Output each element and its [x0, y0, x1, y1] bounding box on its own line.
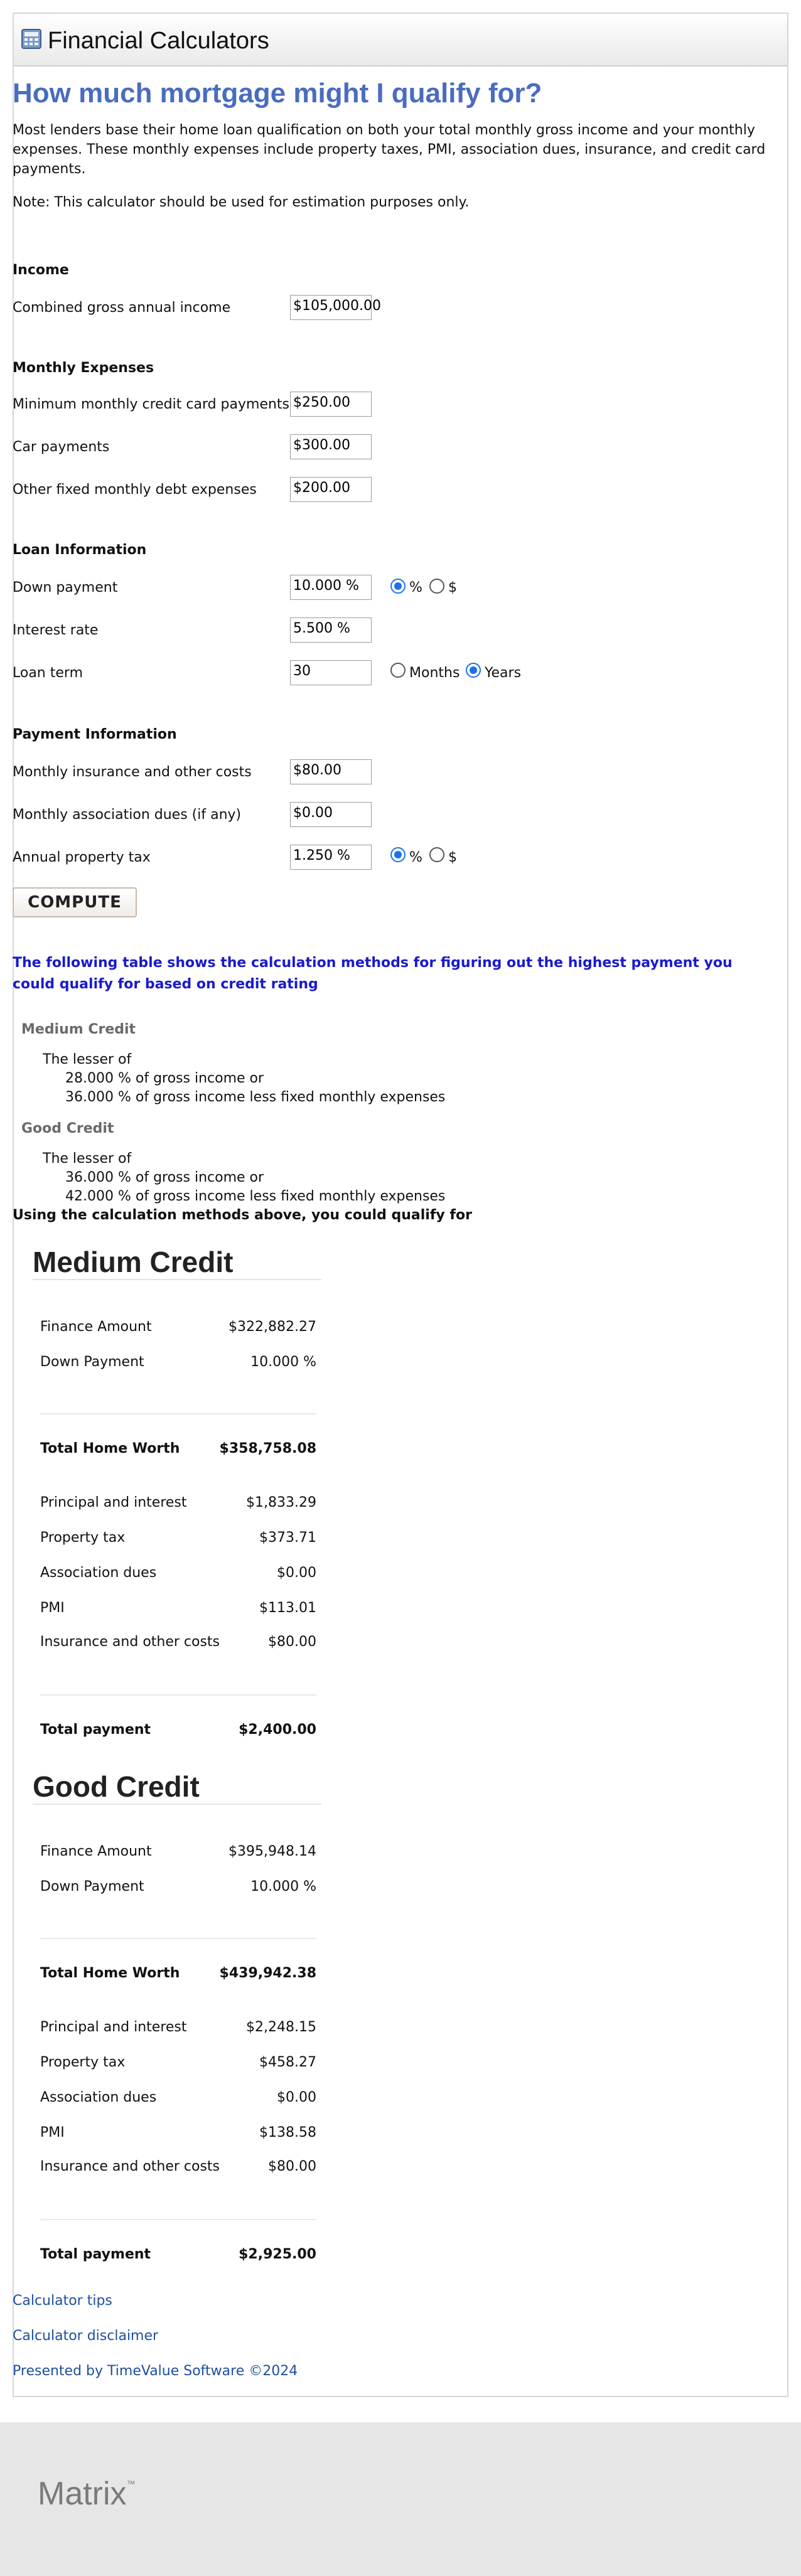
medium-pmi-label: PMI [40, 1600, 65, 1616]
qualify-line: Using the calculation methods above, you could qualify for [13, 1207, 472, 1223]
property-tax-dollar-label: $ [448, 850, 457, 865]
loan-term-months-label: Months [409, 665, 460, 681]
interest-rate-label: Interest rate [13, 623, 99, 638]
other-debt-label: Other fixed monthly debt expenses [13, 482, 257, 498]
down-payment-percent-radio[interactable] [390, 579, 406, 594]
medium-credit-title: Medium Credit [33, 1246, 234, 1278]
down-payment-dollar-radio[interactable] [429, 579, 444, 594]
method-medium-lesser: The lesser of [43, 1052, 132, 1067]
medium-finance-value: $322,882.27 [228, 1319, 316, 1335]
insurance-label: Monthly insurance and other costs [13, 764, 252, 780]
good-finance-value: $395,948.14 [228, 1844, 316, 1859]
good-pi-label: Principal and interest [40, 2019, 187, 2035]
method-medium-title: Medium Credit [21, 1022, 136, 1037]
method-good-lesser: The lesser of [43, 1151, 132, 1167]
property-tax-dollar-radio[interactable] [429, 847, 444, 862]
method-medium-line-2: 36.000 % of gross income less fixed monthly expenses [65, 1089, 446, 1105]
good-total-value: $2,925.00 [239, 2247, 316, 2262]
good-worth-value: $439,942.38 [219, 1965, 316, 1981]
medium-down-value: 10.000 % [250, 1354, 316, 1370]
good-pmi-label: PMI [40, 2125, 65, 2140]
good-tax-label: Property tax [40, 2055, 126, 2070]
good-assoc-label: Association dues [40, 2090, 157, 2105]
title-bar [14, 14, 787, 67]
good-pi-value: $2,248.15 [246, 2019, 316, 2035]
good-divider-1 [40, 1938, 316, 1939]
good-down-value: 10.000 % [250, 1879, 316, 1895]
expenses-section-title: Monthly Expenses [13, 360, 154, 376]
presented-by-link[interactable]: Presented by TimeValue Software ©2024 [13, 2363, 298, 2379]
interest-rate-input[interactable]: 5.500 % [290, 617, 372, 643]
good-insurance-value: $80.00 [268, 2159, 316, 2174]
good-worth-label: Total Home Worth [40, 1965, 180, 1981]
down-payment-input[interactable]: 10.000 % [290, 575, 372, 600]
down-payment-percent-label: % [409, 580, 422, 596]
method-good-line-1: 36.000 % of gross income or [65, 1170, 264, 1185]
medium-insurance-value: $80.00 [268, 1634, 316, 1650]
gross-income-input[interactable]: $105,000.00 [290, 295, 372, 320]
car-payments-input[interactable]: $300.00 [290, 434, 372, 459]
good-divider-2 [40, 2219, 316, 2220]
calculator-tips-link[interactable]: Calculator tips [13, 2293, 112, 2309]
payment-section-title: Payment Information [13, 727, 177, 742]
credit-card-label: Minimum monthly credit card payments [13, 397, 290, 412]
medium-pi-value: $1,833.29 [246, 1495, 316, 1510]
good-finance-label: Finance Amount [40, 1844, 152, 1859]
page-title: How much mortgage might I qualify for? [13, 78, 542, 109]
medium-down-label: Down Payment [40, 1354, 144, 1370]
association-dues-label: Monthly association dues (if any) [13, 807, 242, 823]
medium-pmi-value: $113.01 [259, 1600, 316, 1616]
medium-assoc-value: $0.00 [277, 1565, 316, 1581]
good-tax-value: $458.27 [259, 2055, 316, 2070]
property-tax-label: Annual property tax [13, 850, 151, 865]
medium-tax-value: $373.71 [259, 1530, 316, 1546]
property-tax-input[interactable]: 1.250 % [290, 845, 372, 870]
methods-heading: The following table shows the calculation methods for figuring out the highest payment you could qualify for based on credit rating [13, 955, 733, 992]
compute-button[interactable]: COMPUTE [13, 887, 137, 917]
method-medium-line-1: 28.000 % of gross income or [65, 1071, 264, 1086]
loan-term-input[interactable]: 30 [290, 660, 372, 685]
intro-text: Most lenders base their home loan qualification on both your total monthly gross income and your monthly expenses. These monthly expenses include property taxes, PMI, association dues, insurance, and credit card payments. [13, 122, 766, 177]
matrix-logo [38, 2475, 136, 2513]
method-good-line-2: 42.000 % of gross income less fixed monthly expenses [65, 1189, 446, 1204]
credit-card-input[interactable]: $250.00 [290, 392, 372, 417]
good-title-underline [33, 1804, 321, 1805]
good-insurance-label: Insurance and other costs [40, 2159, 220, 2174]
loan-term-months-radio[interactable] [390, 663, 406, 678]
loan-term-years-label: Years [485, 665, 522, 681]
down-payment-label: Down payment [13, 580, 118, 596]
medium-divider-2 [40, 1694, 316, 1696]
matrix-logo-text: Matrix [38, 2476, 127, 2512]
other-debt-input[interactable]: $200.00 [290, 477, 372, 502]
app-title: Financial Calculators [48, 28, 269, 54]
insurance-input[interactable]: $80.00 [290, 759, 372, 784]
calculator-icon [21, 29, 41, 49]
good-pmi-value: $138.58 [259, 2125, 316, 2140]
property-tax-percent-label: % [409, 850, 422, 865]
medium-assoc-label: Association dues [40, 1565, 157, 1581]
medium-total-label: Total payment [40, 1722, 151, 1738]
loan-section-title: Loan Information [13, 542, 147, 558]
good-total-label: Total payment [40, 2247, 151, 2262]
down-payment-dollar-label: $ [448, 580, 457, 596]
trademark-mark: ™ [126, 2479, 136, 2489]
loan-term-label: Loan term [13, 665, 83, 681]
income-section-title: Income [13, 262, 69, 278]
medium-finance-label: Finance Amount [40, 1319, 152, 1335]
medium-pi-label: Principal and interest [40, 1495, 187, 1510]
property-tax-percent-radio[interactable] [390, 847, 406, 862]
method-good-title: Good Credit [21, 1121, 114, 1136]
gross-income-label: Combined gross annual income [13, 300, 231, 316]
good-credit-title: Good Credit [33, 1770, 200, 1803]
loan-term-years-radio[interactable] [466, 663, 481, 678]
good-assoc-value: $0.00 [277, 2090, 316, 2105]
car-payments-label: Car payments [13, 439, 110, 455]
medium-total-value: $2,400.00 [239, 1722, 316, 1738]
medium-title-underline [33, 1279, 321, 1280]
association-dues-input[interactable]: $0.00 [290, 802, 372, 827]
good-down-label: Down Payment [40, 1879, 144, 1895]
calculator-disclaimer-link[interactable]: Calculator disclaimer [13, 2328, 159, 2344]
medium-worth-label: Total Home Worth [40, 1441, 180, 1456]
medium-insurance-label: Insurance and other costs [40, 1634, 220, 1650]
estimation-note: Note: This calculator should be used for estimation purposes only. [13, 195, 470, 210]
medium-tax-label: Property tax [40, 1530, 126, 1546]
medium-worth-value: $358,758.08 [219, 1441, 316, 1456]
medium-divider-1 [40, 1413, 316, 1414]
